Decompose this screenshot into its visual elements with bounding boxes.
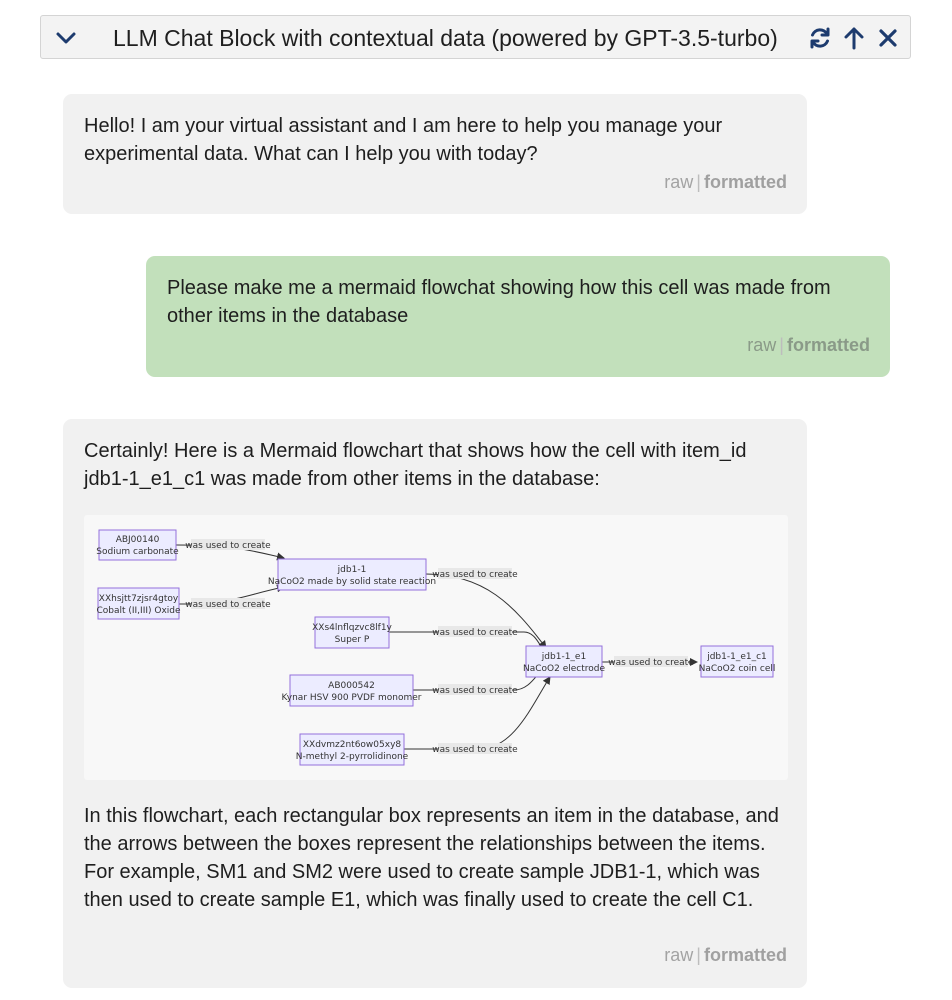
node-id: ABJ00140	[115, 535, 160, 545]
node-label: NaCoO2 coin cell	[698, 664, 776, 674]
close-icon	[877, 27, 899, 49]
formatted-toggle[interactable]: formatted	[703, 945, 787, 965]
flowchart-node-e1	[523, 646, 605, 677]
user-message	[146, 256, 890, 377]
edge-label: was used to create	[432, 570, 518, 580]
node-label: Super P	[334, 635, 370, 645]
edge-label: was used to create	[432, 686, 518, 696]
arrow-up-icon	[842, 25, 866, 51]
chat-block-header	[40, 15, 911, 59]
formatted-toggle[interactable]: formatted	[703, 172, 787, 192]
node-id: jdb1-1_e1_c1	[707, 652, 767, 662]
edge-label: was used to create	[432, 745, 518, 755]
formatted-toggle[interactable]: formatted	[786, 335, 870, 355]
message-text-intro: Certainly! Here is a Mermaid flowchart that shows how the cell with item_id jdb1-1_e1_c1 was made from other items in the database:	[84, 440, 747, 490]
flowchart-node-ab5	[282, 675, 422, 706]
node-label: Cobalt (II,III) Oxide	[96, 606, 181, 616]
raw-toggle[interactable]: raw	[664, 945, 694, 965]
flowchart-node-xxs	[312, 617, 392, 648]
toggle-separator: |	[779, 335, 784, 355]
flowchart-node-xxd	[296, 734, 409, 765]
collapse-button[interactable]	[53, 26, 79, 50]
block-title: LLM Chat Block with contextual data (powered by GPT-3.5-turbo)	[113, 25, 778, 51]
header-actions	[806, 24, 902, 52]
raw-toggle[interactable]: raw	[747, 335, 777, 355]
flowchart-node-c1	[699, 646, 776, 677]
node-label: Sodium carbonate	[96, 547, 179, 557]
flowchart-svg	[84, 515, 788, 780]
toggle-separator: |	[696, 172, 701, 192]
mermaid-flowchart	[84, 515, 788, 780]
refresh-button[interactable]	[806, 24, 834, 52]
edge-label: was used to create	[185, 600, 271, 610]
refresh-icon	[807, 25, 833, 51]
toggle-separator: |	[696, 945, 701, 965]
message-text-explanation: In this flowchart, each rectangular box represents an item in the database, and the arrows between the boxes represent the relationships between the items. For example, SM1 and SM2 were used to create sample JDB1-1, which was then used to create sample E1, which was finally used to create the cell C1.	[84, 805, 779, 911]
move-up-button[interactable]	[840, 24, 868, 52]
raw-toggle[interactable]: raw	[664, 172, 694, 192]
format-toggle	[664, 172, 787, 193]
flowchart-node-jdb	[268, 559, 436, 590]
close-button[interactable]	[874, 24, 902, 52]
flowchart-node-xxh	[96, 588, 181, 619]
node-id: jdb1-1_e1	[541, 652, 587, 662]
node-id: jdb1-1	[337, 565, 367, 575]
node-label: N-methyl 2-pyrrolidinone	[295, 752, 409, 762]
node-id: XXs4lnflqzvc8lf1y	[312, 623, 392, 633]
node-label: Kynar HSV 900 PVDF monomer	[281, 693, 422, 703]
node-id: XXdvmz2nt6ow05xy8	[302, 740, 402, 750]
flowchart-node-abj	[96, 530, 179, 560]
message-text: Please make me a mermaid flowchat showing how this cell was made from other items in the database	[167, 277, 831, 327]
message-text: Hello! I am your virtual assistant and I am here to help you manage your experimental data. What can I help you with today?	[84, 115, 723, 165]
format-toggle	[664, 945, 787, 966]
node-id: AB000542	[328, 681, 375, 691]
chevron-down-icon	[55, 31, 77, 45]
edge-label: was used to create	[608, 658, 694, 668]
edge-label: was used to create	[432, 628, 518, 638]
node-label: NaCoO2 made by solid state reaction	[267, 577, 437, 587]
node-id: XXhsjtt7zjsr4gtoy	[98, 594, 179, 604]
node-label: NaCoO2 electrode	[522, 664, 606, 674]
assistant-message	[63, 419, 807, 988]
assistant-message	[63, 94, 807, 214]
edge-label: was used to create	[185, 541, 271, 551]
format-toggle	[747, 335, 870, 356]
edge-labels	[185, 539, 694, 755]
